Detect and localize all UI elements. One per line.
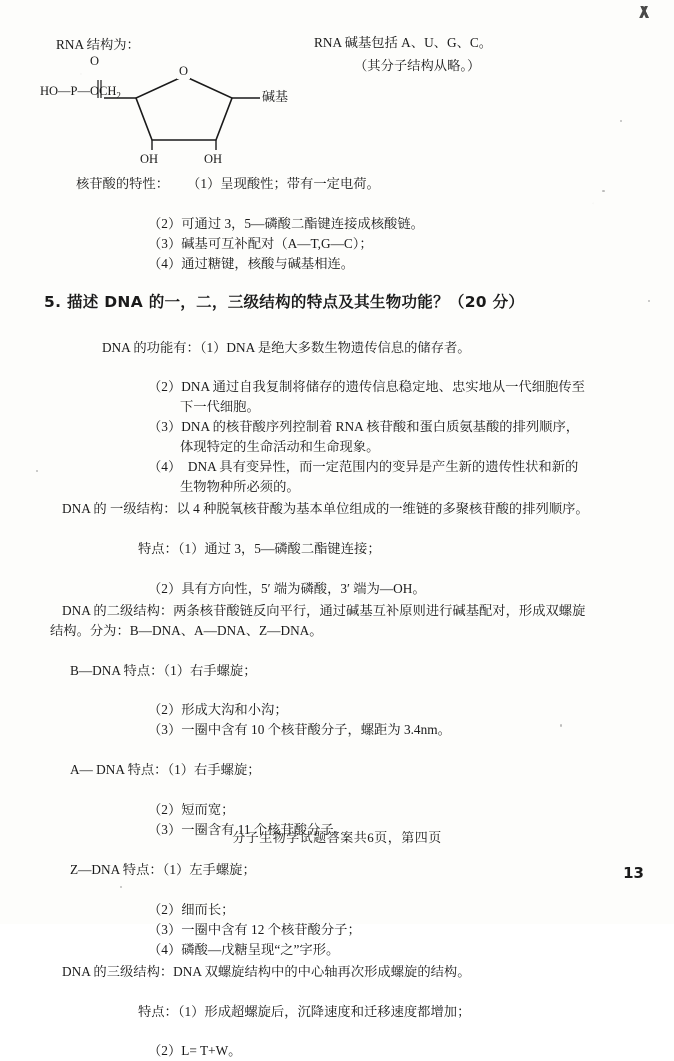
scan-speck bbox=[602, 190, 605, 192]
rna-base-note-line2: （其分子结构从略。） bbox=[354, 57, 481, 73]
dna-tertiary-points-label: 特点： bbox=[137, 1003, 178, 1019]
dna-primary-structure-title: DNA 的 一级结构：以 4 种脱氧核苷酸为基本单位组成的一维链的多聚核苷酸的排列顺序。 bbox=[62, 501, 589, 517]
a-dna-label: A— DNA 特点： bbox=[69, 762, 168, 778]
dna-function-3-cont: 体现特定的生命活动和生命现象。 bbox=[180, 439, 380, 455]
z-dna-point-1: （1）左手螺旋； bbox=[162, 861, 256, 877]
dna-primary-point-1: （1）通过 3，5—磷酸二酯键连接； bbox=[177, 540, 381, 556]
nucleotide-property-1: （1）呈现酸性；带有一定电荷。 bbox=[187, 175, 380, 191]
phosphate-chain-label: $HO—P—OCH_2$ bbox=[40, 84, 121, 101]
dna-primary-point-2: （2）具有方向性，5′ 端为磷酸，3′ 端为—OH。 bbox=[148, 580, 426, 596]
rna-structure-block bbox=[40, 30, 634, 166]
dna-function-2: （2）DNA 通过自我复制将储存的遗传信息稳定地、忠实地从一代细胞传至 bbox=[148, 379, 585, 395]
dna-secondary-structure-section bbox=[44, 601, 634, 960]
carbonyl-oxygen-label: O bbox=[90, 54, 100, 68]
scan-speck bbox=[648, 300, 650, 302]
a-dna-point-1: （1）右手螺旋； bbox=[167, 762, 261, 778]
z-dna-point-2: （2）细而长； bbox=[148, 901, 235, 917]
b-dna-row bbox=[44, 641, 634, 701]
dna-tertiary-point-1: （1）形成超螺旋后，沉降速度和迁移速度都增加； bbox=[177, 1003, 471, 1019]
dna-function-2-cont: 下一代细胞。 bbox=[180, 399, 260, 415]
rna-base-note-line1: RNA 碱基包括 A、U、G、C。 bbox=[314, 35, 493, 50]
dna-function-4: （4） DNA 具有变异性，而一定范围内的变异是产生新的遗传性状和新的 bbox=[148, 459, 579, 475]
page-footer-note: 分子生物学试题答案共6页，第四页 bbox=[232, 830, 442, 845]
scan-speck bbox=[560, 724, 562, 727]
scan-speck bbox=[120, 886, 122, 888]
dna-primary-points-row bbox=[44, 519, 634, 579]
z-dna-label: Z—DNA 特点： bbox=[69, 861, 163, 877]
scan-corner-mark bbox=[636, 6, 652, 18]
dna-primary-points-label: 特点： bbox=[137, 540, 178, 556]
dna-functions-title: DNA 的功能有： bbox=[101, 339, 200, 355]
a-dna-point-2: （2）短而宽； bbox=[148, 802, 235, 818]
z-dna-point-4: （4）磷酸—戊糖呈现“之”字形。 bbox=[148, 941, 340, 957]
page-number: 13 bbox=[623, 864, 644, 882]
b-dna-point-1: （1）右手螺旋； bbox=[163, 662, 257, 678]
hydroxyl-right-label: OH bbox=[204, 152, 223, 166]
a-dna-point-3: （3）一圈含有 11 个核苷酸分子。 bbox=[148, 822, 347, 838]
dna-secondary-structure-line2: 结构。分为：B—DNA、A—DNA、Z—DNA。 bbox=[50, 622, 323, 638]
dna-primary-structure-section bbox=[44, 499, 634, 599]
b-dna-point-2: （2）形成大沟和小沟； bbox=[148, 702, 288, 718]
b-dna-point-3: （3）一圈中含有 10 个核苷酸分子，螺距为 3.4nm。 bbox=[148, 722, 451, 738]
rna-base-note bbox=[314, 32, 492, 77]
question-5-heading: 5. 描述 DNA 的一，二，三级结构的特点及其生物功能？（20 分） bbox=[44, 292, 525, 311]
nucleotide-property-2: （2）可通过 3，5—磷酸二酯键连接成核酸链。 bbox=[148, 215, 424, 231]
ring-oxygen-label: O bbox=[179, 64, 189, 78]
nucleotide-property-3: （3）碱基可互补配对（A—T,G—C）； bbox=[148, 235, 373, 251]
dna-tertiary-structure-section bbox=[44, 962, 634, 1061]
nucleotide-properties-title: 核苷酸的特性： bbox=[75, 175, 170, 191]
b-dna-label: B—DNA 特点： bbox=[69, 662, 164, 678]
ribose-diagram bbox=[40, 54, 304, 166]
dna-function-1: （1）DNA 是绝大多数生物遗传信息的储存者。 bbox=[199, 339, 471, 355]
hydroxyl-left-label: OH bbox=[140, 152, 159, 166]
a-dna-row bbox=[44, 740, 634, 800]
nucleotide-property-4: （4）通过糖键，核酸与碱基相连。 bbox=[148, 255, 355, 271]
scan-speck bbox=[36, 470, 38, 472]
dna-tertiary-points-row bbox=[44, 982, 634, 1042]
nucleotide-properties-section bbox=[44, 154, 634, 274]
dna-secondary-structure-line1: DNA 的二级结构：两条核苷酸链反向平行，通过碱基互补原则进行碱基配对，形成双螺旋 bbox=[62, 602, 586, 618]
rna-structure-label: RNA 结构为： bbox=[56, 37, 140, 52]
dna-tertiary-point-2: （2）L= T+W。 bbox=[148, 1043, 242, 1059]
base-label: 碱基 bbox=[262, 89, 289, 104]
dna-function-4-cont: 生物物种所必须的。 bbox=[180, 479, 300, 495]
z-dna-row bbox=[44, 840, 634, 900]
z-dna-point-3: （3）一圈中含有 12 个核苷酸分子； bbox=[148, 921, 361, 937]
nucleotide-properties-row bbox=[44, 154, 634, 214]
dna-function-3: （3）DNA 的核苷酸序列控制着 RNA 核苷酸和蛋白质氨基酸的排列顺序， bbox=[148, 419, 580, 435]
dna-functions-row bbox=[44, 318, 634, 378]
dna-tertiary-structure-title: DNA 的三级结构：DNA 双螺旋结构中的中心轴再次形成螺旋的结构。 bbox=[62, 963, 471, 979]
dna-functions-section bbox=[44, 318, 634, 497]
